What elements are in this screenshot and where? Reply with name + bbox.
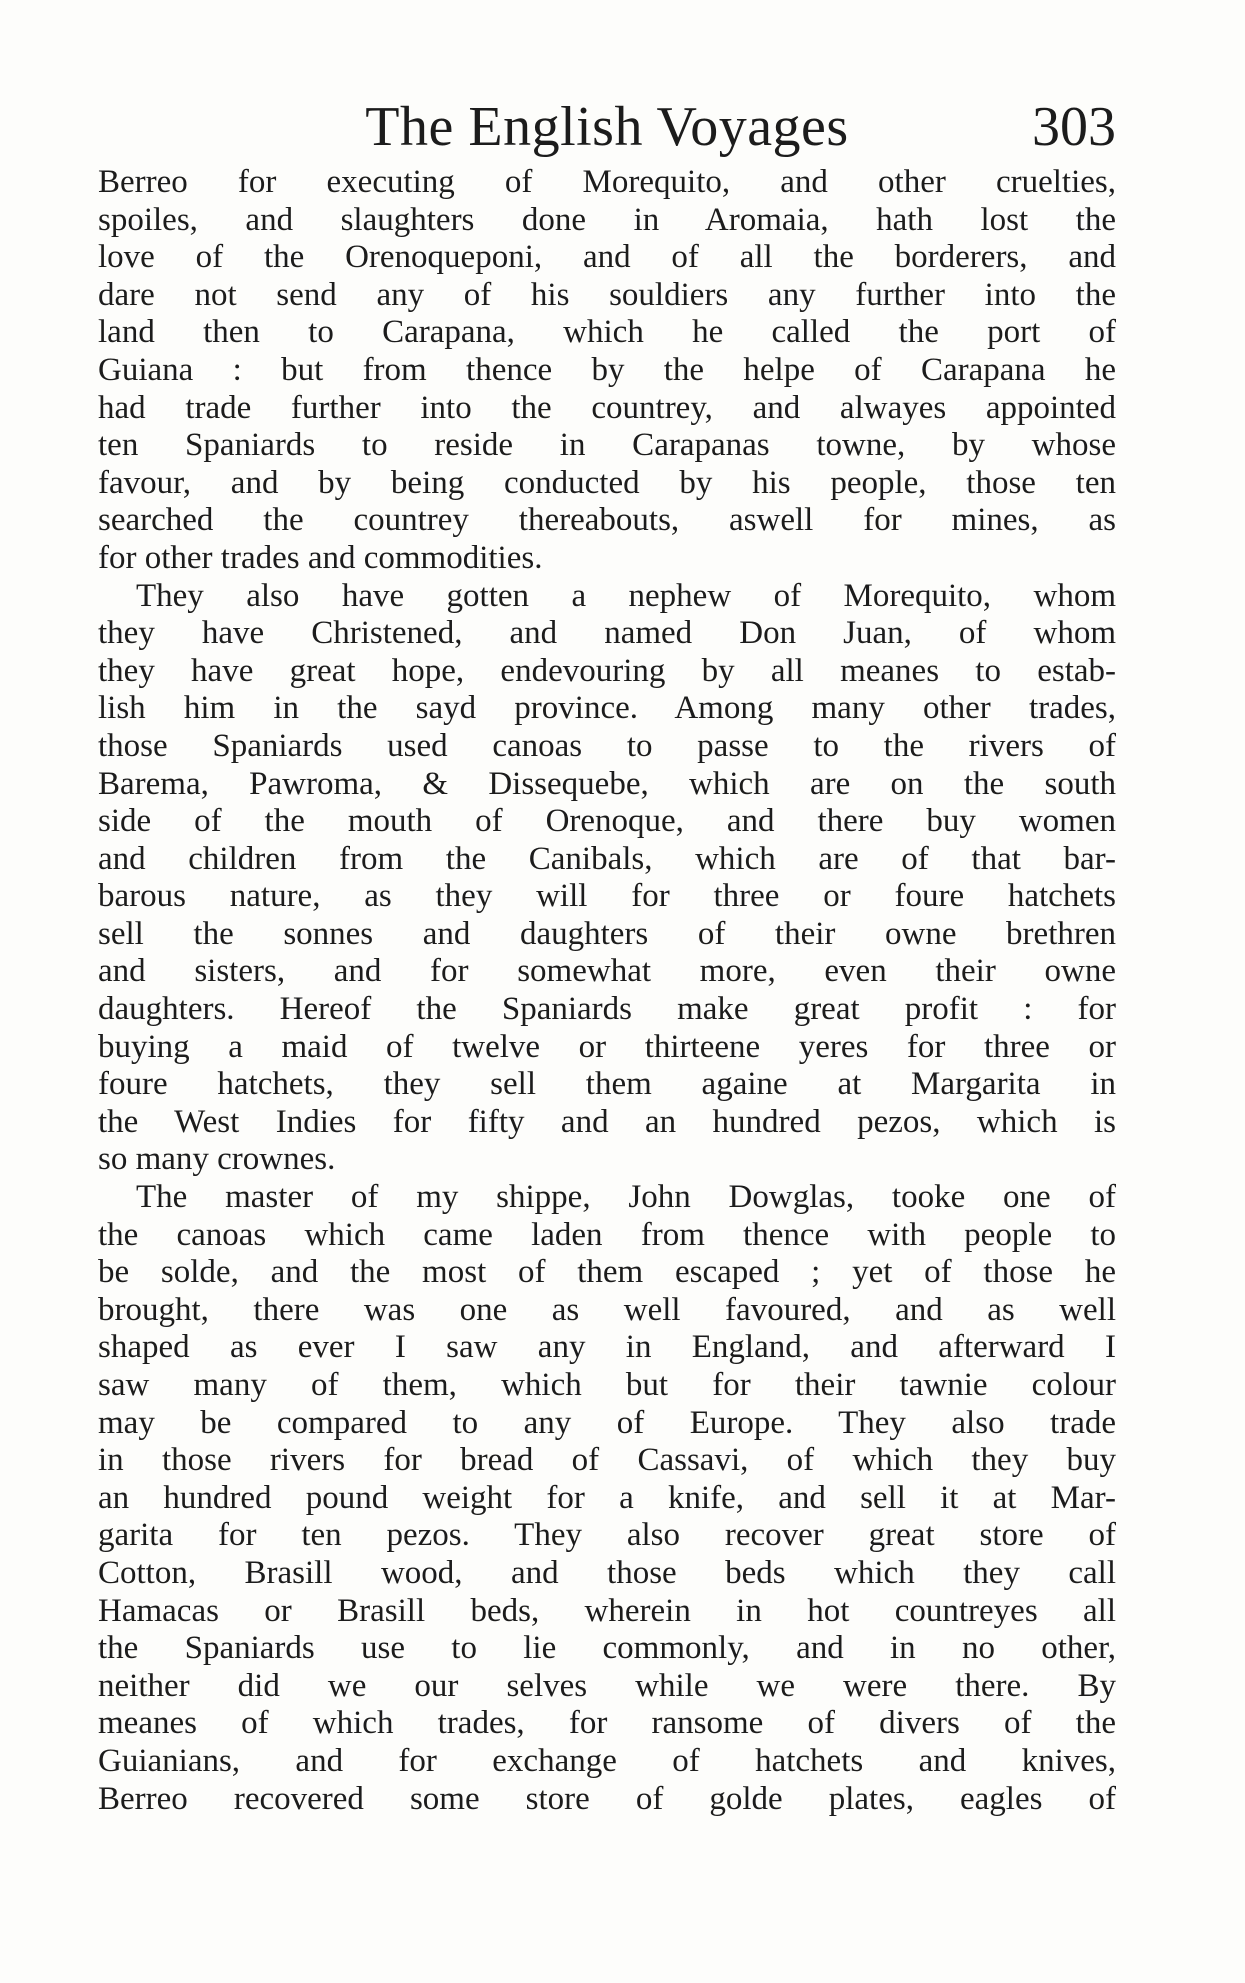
text-line: They also have gotten a nephew of Morequito, whom xyxy=(136,577,1116,614)
paragraph xyxy=(98,164,1116,578)
text-line: searched the countrey thereabouts, aswell for mines, as xyxy=(98,502,1116,539)
text-line: Cotton, Brasill wood, and those beds which they call xyxy=(98,1554,1116,1591)
text-line: the Spaniards use to lie commonly, and in no other, xyxy=(98,1630,1116,1667)
text-line: spoiles, and slaughters done in Aromaia, hath lost the xyxy=(98,201,1116,238)
text-line: and children from the Canibals, which are of that bar- xyxy=(98,840,1116,877)
text-line: side of the mouth of Orenoque, and there buy women xyxy=(98,803,1116,840)
text-line: Barema, Pawroma, & Dissequebe, which are on the south xyxy=(98,765,1116,802)
text-line: may be compared to any of Europe. They also trade xyxy=(98,1404,1116,1441)
text-line: love of the Orenoqueponi, and of all the borderers, and xyxy=(98,239,1116,276)
text-line: for other trades and commodities. xyxy=(98,539,543,576)
text-line: dare not send any of his souldiers any further into the xyxy=(98,276,1116,313)
text-line: the West Indies for fifty and an hundred pezos, which is xyxy=(98,1103,1116,1140)
paragraph xyxy=(98,578,1116,1180)
text-line: Berreo recovered some store of golde plates, eagles of xyxy=(98,1780,1116,1817)
text-line: Berreo for executing of Morequito, and other cruelties, xyxy=(98,164,1116,200)
text-line: those Spaniards used canoas to passe to the rivers of xyxy=(98,727,1116,764)
text-line: so many crownes. xyxy=(98,1141,336,1178)
text-line: Guianians, and for exchange of hatchets and knives, xyxy=(98,1742,1116,1779)
text-line: they have great hope, endevouring by all meanes to estab- xyxy=(98,652,1116,689)
running-head xyxy=(98,92,1116,162)
text-line: had trade further into the countrey, and alwayes appointed xyxy=(98,389,1116,426)
page-number: 303 xyxy=(1032,96,1116,158)
text-line: brought, there was one as well favoured, and as well xyxy=(98,1291,1116,1328)
text-line: barous nature, as they will for three or foure hatchets xyxy=(98,878,1116,915)
text-line: shaped as ever I saw any in England, and afterward I xyxy=(98,1329,1116,1366)
text-line: Hamacas or Brasill beds, wherein in hot countreyes all xyxy=(98,1592,1116,1629)
text-line: sell the sonnes and daughters of their owne brethren xyxy=(98,915,1116,952)
text-line: land then to Carapana, which he called the port of xyxy=(98,314,1116,351)
text-line: The master of my shippe, John Dowglas, tooke one of xyxy=(136,1179,1116,1216)
text-line: neither did we our selves while we were there. By xyxy=(98,1667,1116,1704)
text-line: garita for ten pezos. They also recover great store of xyxy=(98,1517,1116,1554)
text-line: ten Spaniards to reside in Carapanas towne, by whose xyxy=(98,427,1116,464)
text-line: they have Christened, and named Don Juan, of whom xyxy=(98,615,1116,652)
text-line: meanes of which trades, for ransome of divers of the xyxy=(98,1705,1116,1742)
text-line: an hundred pound weight for a knife, and sell it at Mar- xyxy=(98,1479,1116,1516)
text-line: daughters. Hereof the Spaniards make great profit : for xyxy=(98,991,1116,1028)
running-title: The English Voyages xyxy=(365,96,849,158)
text-line: favour, and by being conducted by his people, those ten xyxy=(98,464,1116,501)
text-line: saw many of them, which but for their tawnie colour xyxy=(98,1367,1116,1403)
paragraph xyxy=(98,1179,1116,1818)
text-line: buying a maid of twelve or thirteene yeres for three or xyxy=(98,1028,1116,1065)
text-line: be solde, and the most of them escaped ; yet of those he xyxy=(98,1254,1116,1291)
body-text xyxy=(98,164,1116,1818)
text-line: foure hatchets, they sell them againe at Margarita in xyxy=(98,1066,1116,1103)
text-line: and sisters, and for somewhat more, even their owne xyxy=(98,953,1116,990)
text-line: lish him in the sayd province. Among many other trades, xyxy=(98,690,1116,727)
text-line: Guiana : but from thence by the helpe of Carapana he xyxy=(98,351,1116,388)
text-line: the canoas which came laden from thence with people to xyxy=(98,1216,1116,1253)
text-line: in those rivers for bread of Cassavi, of which they buy xyxy=(98,1442,1116,1479)
